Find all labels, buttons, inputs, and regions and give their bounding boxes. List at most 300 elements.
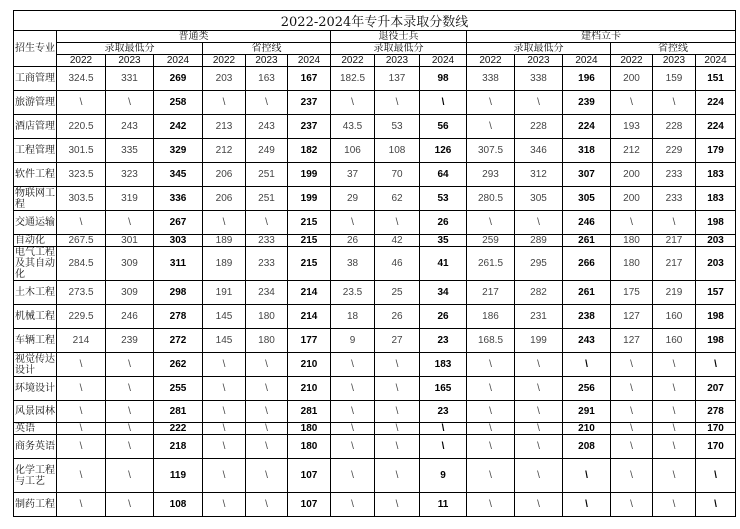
score-cell: 43.5 — [331, 115, 375, 139]
score-cell: \ — [203, 91, 246, 115]
score-cell: 62 — [375, 187, 420, 211]
score-cell: \ — [420, 91, 467, 115]
score-cell: 196 — [563, 67, 611, 91]
score-cell: \ — [246, 493, 288, 517]
score-cell: \ — [106, 377, 154, 401]
table-row — [14, 115, 736, 139]
table-row — [14, 459, 736, 493]
score-cell: 233 — [246, 247, 288, 281]
score-cell: \ — [653, 493, 696, 517]
table-row — [14, 493, 736, 517]
score-cell: 108 — [375, 139, 420, 163]
score-cell: 214 — [288, 281, 331, 305]
score-cell: \ — [57, 435, 106, 459]
year-header: 2022 — [57, 55, 106, 67]
major-name: 软件工程 — [14, 163, 57, 187]
score-cell: \ — [611, 435, 653, 459]
score-cell: \ — [563, 493, 611, 517]
score-cell: 233 — [246, 235, 288, 247]
score-cell: 26 — [420, 211, 467, 235]
score-cell: 336 — [154, 187, 203, 211]
score-cell: 160 — [653, 329, 696, 353]
score-cell: \ — [246, 401, 288, 423]
major-name: 机械工程 — [14, 305, 57, 329]
score-cell: 243 — [246, 115, 288, 139]
score-cell: 41 — [420, 247, 467, 281]
score-cell: 217 — [653, 247, 696, 281]
score-cell: 301.5 — [57, 139, 106, 163]
score-cell: \ — [331, 211, 375, 235]
year-header: 2023 — [515, 55, 563, 67]
score-cell: 231 — [515, 305, 563, 329]
score-cell: 42 — [375, 235, 420, 247]
score-cell: 318 — [563, 139, 611, 163]
major-name: 旅游管理 — [14, 91, 57, 115]
score-cell: 246 — [563, 211, 611, 235]
score-cell: \ — [653, 377, 696, 401]
score-cell: 239 — [563, 91, 611, 115]
score-cell: \ — [420, 423, 467, 435]
score-cell: 208 — [563, 435, 611, 459]
score-cell: 200 — [611, 163, 653, 187]
score-cell: \ — [331, 423, 375, 435]
score-cell: 127 — [611, 305, 653, 329]
score-cell: \ — [375, 211, 420, 235]
score-cell: 281 — [288, 401, 331, 423]
score-cell: 127 — [611, 329, 653, 353]
score-cell: \ — [57, 211, 106, 235]
score-cell: 237 — [288, 91, 331, 115]
score-cell: \ — [467, 377, 515, 401]
major-name: 环境设计 — [14, 377, 57, 401]
year-header: 2022 — [467, 55, 515, 67]
score-cell: \ — [696, 493, 736, 517]
score-cell: 183 — [696, 163, 736, 187]
score-cell: 23 — [420, 401, 467, 423]
score-cell: 200 — [611, 187, 653, 211]
score-cell: \ — [106, 435, 154, 459]
score-cell: \ — [106, 423, 154, 435]
score-cell: \ — [106, 353, 154, 377]
score-cell: 255 — [154, 377, 203, 401]
score-cell: 303.5 — [57, 187, 106, 211]
score-cell: 46 — [375, 247, 420, 281]
table-row — [14, 435, 736, 459]
table-title: 2022-2024年专升本录取分数线 — [14, 11, 736, 31]
score-cell: \ — [203, 401, 246, 423]
score-cell: \ — [467, 115, 515, 139]
score-cell: \ — [653, 353, 696, 377]
score-cell: \ — [653, 423, 696, 435]
score-cell: 70 — [375, 163, 420, 187]
score-cell: 212 — [611, 139, 653, 163]
score-cell: 345 — [154, 163, 203, 187]
table-row — [14, 353, 736, 377]
score-cell: 215 — [288, 235, 331, 247]
score-cell: 259 — [467, 235, 515, 247]
score-cell: 281 — [154, 401, 203, 423]
score-cell: \ — [653, 211, 696, 235]
major-name: 电气工程及其自动化 — [15, 247, 55, 280]
score-cell: 206 — [203, 163, 246, 187]
score-cell: 258 — [154, 91, 203, 115]
table-row — [14, 305, 736, 329]
score-cell: 170 — [696, 435, 736, 459]
score-cell: 170 — [696, 423, 736, 435]
score-cell: 261.5 — [467, 247, 515, 281]
score-cell: 233 — [653, 163, 696, 187]
score-cell: 23.5 — [331, 281, 375, 305]
score-cell: 269 — [154, 67, 203, 91]
score-cell: 180 — [246, 305, 288, 329]
score-cell: 256 — [563, 377, 611, 401]
score-cell: \ — [331, 401, 375, 423]
score-cell: 219 — [653, 281, 696, 305]
score-cell: 183 — [696, 187, 736, 211]
score-cell: \ — [375, 401, 420, 423]
major-name: 车辆工程 — [14, 329, 57, 353]
score-cell: 34 — [420, 281, 467, 305]
score-cell: 145 — [203, 329, 246, 353]
subheader-poverty-min: 录取最低分 — [467, 43, 611, 55]
score-cell: \ — [420, 435, 467, 459]
score-cell: 338 — [467, 67, 515, 91]
score-cell: 228 — [515, 115, 563, 139]
score-cell: 151 — [696, 67, 736, 91]
score-cell: \ — [515, 91, 563, 115]
group-header-regular: 普通类 — [57, 31, 331, 43]
major-name: 工商管理 — [14, 67, 57, 91]
score-cell: 27 — [375, 329, 420, 353]
score-cell: 107 — [288, 493, 331, 517]
subheader-veterans-min: 录取最低分 — [331, 43, 467, 55]
subheader-regular-min: 录取最低分 — [57, 43, 203, 55]
score-cell: 213 — [203, 115, 246, 139]
score-cell: \ — [467, 435, 515, 459]
score-cell: 262 — [154, 353, 203, 377]
score-cell: \ — [57, 459, 106, 493]
score-cell: \ — [563, 459, 611, 493]
score-cell: 159 — [653, 67, 696, 91]
score-cell: 293 — [467, 163, 515, 187]
score-cell: \ — [515, 211, 563, 235]
major-name: 英语 — [14, 423, 57, 435]
score-cell: \ — [467, 211, 515, 235]
score-cell: 301 — [106, 235, 154, 247]
score-cell: \ — [611, 423, 653, 435]
score-cell: \ — [653, 459, 696, 493]
group-header-poverty: 建档立卡 — [467, 31, 736, 43]
score-cell: 198 — [696, 211, 736, 235]
score-cell: 331 — [106, 67, 154, 91]
score-cell: \ — [106, 493, 154, 517]
score-cell: \ — [375, 435, 420, 459]
score-cell: 233 — [653, 187, 696, 211]
year-header: 2024 — [154, 55, 203, 67]
score-cell: 180 — [288, 423, 331, 435]
score-cell: 29 — [331, 187, 375, 211]
score-cell: \ — [106, 459, 154, 493]
score-cell: \ — [611, 91, 653, 115]
year-header: 2023 — [375, 55, 420, 67]
major-name: 酒店管理 — [14, 115, 57, 139]
score-cell: 307.5 — [467, 139, 515, 163]
score-cell: \ — [203, 377, 246, 401]
score-cell: 108 — [154, 493, 203, 517]
score-cell: 323 — [106, 163, 154, 187]
score-cell: \ — [246, 377, 288, 401]
score-cell: 35 — [420, 235, 467, 247]
score-cell: 217 — [653, 235, 696, 247]
score-cell: \ — [203, 211, 246, 235]
score-cell: \ — [331, 377, 375, 401]
score-cell: 239 — [106, 329, 154, 353]
score-cell: 179 — [696, 139, 736, 163]
major-name: 制药工程 — [14, 493, 57, 517]
year-header: 2024 — [288, 55, 331, 67]
score-cell: 303 — [154, 235, 203, 247]
score-cell: \ — [467, 423, 515, 435]
table-row — [14, 211, 736, 235]
score-cell: 234 — [246, 281, 288, 305]
score-cell: 251 — [246, 187, 288, 211]
score-cell: 220.5 — [57, 115, 106, 139]
score-cell: 38 — [331, 247, 375, 281]
score-cell: \ — [331, 493, 375, 517]
score-cell: \ — [611, 377, 653, 401]
score-cell: 324.5 — [57, 67, 106, 91]
score-cell: 298 — [154, 281, 203, 305]
score-cell: 261 — [563, 281, 611, 305]
score-cell: 210 — [288, 353, 331, 377]
score-cell: \ — [57, 401, 106, 423]
score-cell: \ — [246, 423, 288, 435]
major-name: 商务英语 — [14, 435, 57, 459]
score-cell: \ — [106, 211, 154, 235]
score-cell: 278 — [696, 401, 736, 423]
score-cell: 217 — [467, 281, 515, 305]
score-cell: \ — [57, 493, 106, 517]
score-cell: 198 — [696, 329, 736, 353]
score-cell: 203 — [696, 235, 736, 247]
score-cell: \ — [611, 459, 653, 493]
table-row — [14, 377, 736, 401]
score-cell: 346 — [515, 139, 563, 163]
score-cell: \ — [515, 459, 563, 493]
score-cell: 180 — [288, 435, 331, 459]
score-cell: 224 — [563, 115, 611, 139]
score-cell: \ — [57, 353, 106, 377]
subheader-poverty-control: 省控线 — [611, 43, 736, 55]
score-cell: 215 — [288, 211, 331, 235]
score-cell: 180 — [611, 247, 653, 281]
year-header: 2023 — [653, 55, 696, 67]
table-row — [14, 401, 736, 423]
score-cell: 168.5 — [467, 329, 515, 353]
score-cell: 295 — [515, 247, 563, 281]
score-cell: 189 — [203, 235, 246, 247]
score-cell: \ — [203, 353, 246, 377]
score-cell: \ — [696, 459, 736, 493]
score-cell: 222 — [154, 423, 203, 435]
score-cell: \ — [203, 435, 246, 459]
group-header-veterans: 退役士兵 — [331, 31, 467, 43]
year-header: 2024 — [696, 55, 736, 67]
score-cell: 335 — [106, 139, 154, 163]
score-cell: 9 — [331, 329, 375, 353]
score-cell: 309 — [106, 247, 154, 281]
score-cell: 182 — [288, 139, 331, 163]
score-cell: 9 — [420, 459, 467, 493]
score-cell: 280.5 — [467, 187, 515, 211]
score-cell: \ — [563, 353, 611, 377]
score-cell: 338 — [515, 67, 563, 91]
score-cell: 203 — [203, 67, 246, 91]
score-cell: 180 — [611, 235, 653, 247]
score-cell: 309 — [106, 281, 154, 305]
score-table — [13, 10, 736, 517]
score-cell: \ — [467, 401, 515, 423]
score-cell: 278 — [154, 305, 203, 329]
score-cell: \ — [375, 377, 420, 401]
score-cell: 210 — [288, 377, 331, 401]
year-header: 2022 — [331, 55, 375, 67]
score-cell: 267 — [154, 211, 203, 235]
major-name: 风景园林 — [14, 401, 57, 423]
score-cell: 249 — [246, 139, 288, 163]
year-header: 2024 — [563, 55, 611, 67]
score-table-container — [13, 10, 725, 517]
score-cell: \ — [653, 435, 696, 459]
score-cell: \ — [515, 401, 563, 423]
score-cell: 329 — [154, 139, 203, 163]
score-cell: \ — [106, 91, 154, 115]
score-cell: \ — [467, 493, 515, 517]
score-cell: 238 — [563, 305, 611, 329]
year-header: 2022 — [203, 55, 246, 67]
score-cell: 212 — [203, 139, 246, 163]
score-cell: \ — [57, 91, 106, 115]
score-cell: \ — [246, 211, 288, 235]
score-cell: \ — [515, 423, 563, 435]
score-cell: \ — [467, 91, 515, 115]
score-cell: 163 — [246, 67, 288, 91]
score-cell: 228 — [653, 115, 696, 139]
score-cell: 183 — [420, 353, 467, 377]
score-cell: 251 — [246, 163, 288, 187]
score-cell: 311 — [154, 247, 203, 281]
score-cell: \ — [515, 435, 563, 459]
score-cell: 119 — [154, 459, 203, 493]
score-cell: 98 — [420, 67, 467, 91]
score-cell: 272 — [154, 329, 203, 353]
table-row — [14, 139, 736, 163]
score-cell: 312 — [515, 163, 563, 187]
score-cell: \ — [375, 423, 420, 435]
score-cell: 207 — [696, 377, 736, 401]
major-name: 物联网工程 — [15, 187, 55, 210]
score-cell: 218 — [154, 435, 203, 459]
year-header: 2022 — [611, 55, 653, 67]
score-cell: 186 — [467, 305, 515, 329]
score-cell: 210 — [563, 423, 611, 435]
score-cell: 26 — [420, 305, 467, 329]
score-cell: 107 — [288, 459, 331, 493]
score-cell: 282 — [515, 281, 563, 305]
score-cell: 18 — [331, 305, 375, 329]
table-row — [14, 187, 736, 211]
score-cell: 305 — [515, 187, 563, 211]
major-name: 交通运输 — [14, 211, 57, 235]
score-cell: \ — [515, 377, 563, 401]
score-cell: \ — [467, 353, 515, 377]
score-cell: \ — [203, 423, 246, 435]
score-cell: 157 — [696, 281, 736, 305]
score-cell: 64 — [420, 163, 467, 187]
score-cell: 229.5 — [57, 305, 106, 329]
score-cell: 284.5 — [57, 247, 106, 281]
score-cell: 137 — [375, 67, 420, 91]
score-cell: 11 — [420, 493, 467, 517]
score-cell: 273.5 — [57, 281, 106, 305]
year-header: 2023 — [246, 55, 288, 67]
score-cell: 180 — [246, 329, 288, 353]
major-name: 工程管理 — [14, 139, 57, 163]
score-cell: \ — [653, 401, 696, 423]
score-cell: \ — [331, 353, 375, 377]
major-name: 化学工程与工艺 — [14, 459, 57, 493]
table-row — [14, 329, 736, 353]
major-name: 土木工程 — [14, 281, 57, 305]
score-cell: 206 — [203, 187, 246, 211]
score-cell: \ — [331, 459, 375, 493]
score-cell: \ — [375, 353, 420, 377]
table-row — [14, 247, 736, 281]
score-cell: \ — [246, 91, 288, 115]
score-cell: 237 — [288, 115, 331, 139]
score-cell: 214 — [57, 329, 106, 353]
score-cell: 160 — [653, 305, 696, 329]
score-cell: \ — [375, 493, 420, 517]
score-cell: 177 — [288, 329, 331, 353]
score-cell: 200 — [611, 67, 653, 91]
score-cell: 199 — [515, 329, 563, 353]
score-cell: \ — [611, 211, 653, 235]
score-cell: \ — [515, 493, 563, 517]
table-row — [14, 163, 736, 187]
score-cell: 323.5 — [57, 163, 106, 187]
score-cell: 26 — [375, 305, 420, 329]
major-name: 自动化 — [14, 235, 57, 247]
score-cell: 291 — [563, 401, 611, 423]
score-cell: \ — [467, 459, 515, 493]
score-cell: 224 — [696, 115, 736, 139]
table-row — [14, 67, 736, 91]
score-cell: 229 — [653, 139, 696, 163]
score-cell: \ — [331, 91, 375, 115]
major-header: 招生专业 — [14, 31, 57, 67]
score-cell: \ — [331, 435, 375, 459]
score-cell: 307 — [563, 163, 611, 187]
score-cell: 37 — [331, 163, 375, 187]
score-cell: 175 — [611, 281, 653, 305]
score-cell: \ — [696, 353, 736, 377]
year-header: 2023 — [106, 55, 154, 67]
score-cell: \ — [611, 493, 653, 517]
score-cell: 182.5 — [331, 67, 375, 91]
score-cell: 165 — [420, 377, 467, 401]
table-row — [14, 235, 736, 247]
